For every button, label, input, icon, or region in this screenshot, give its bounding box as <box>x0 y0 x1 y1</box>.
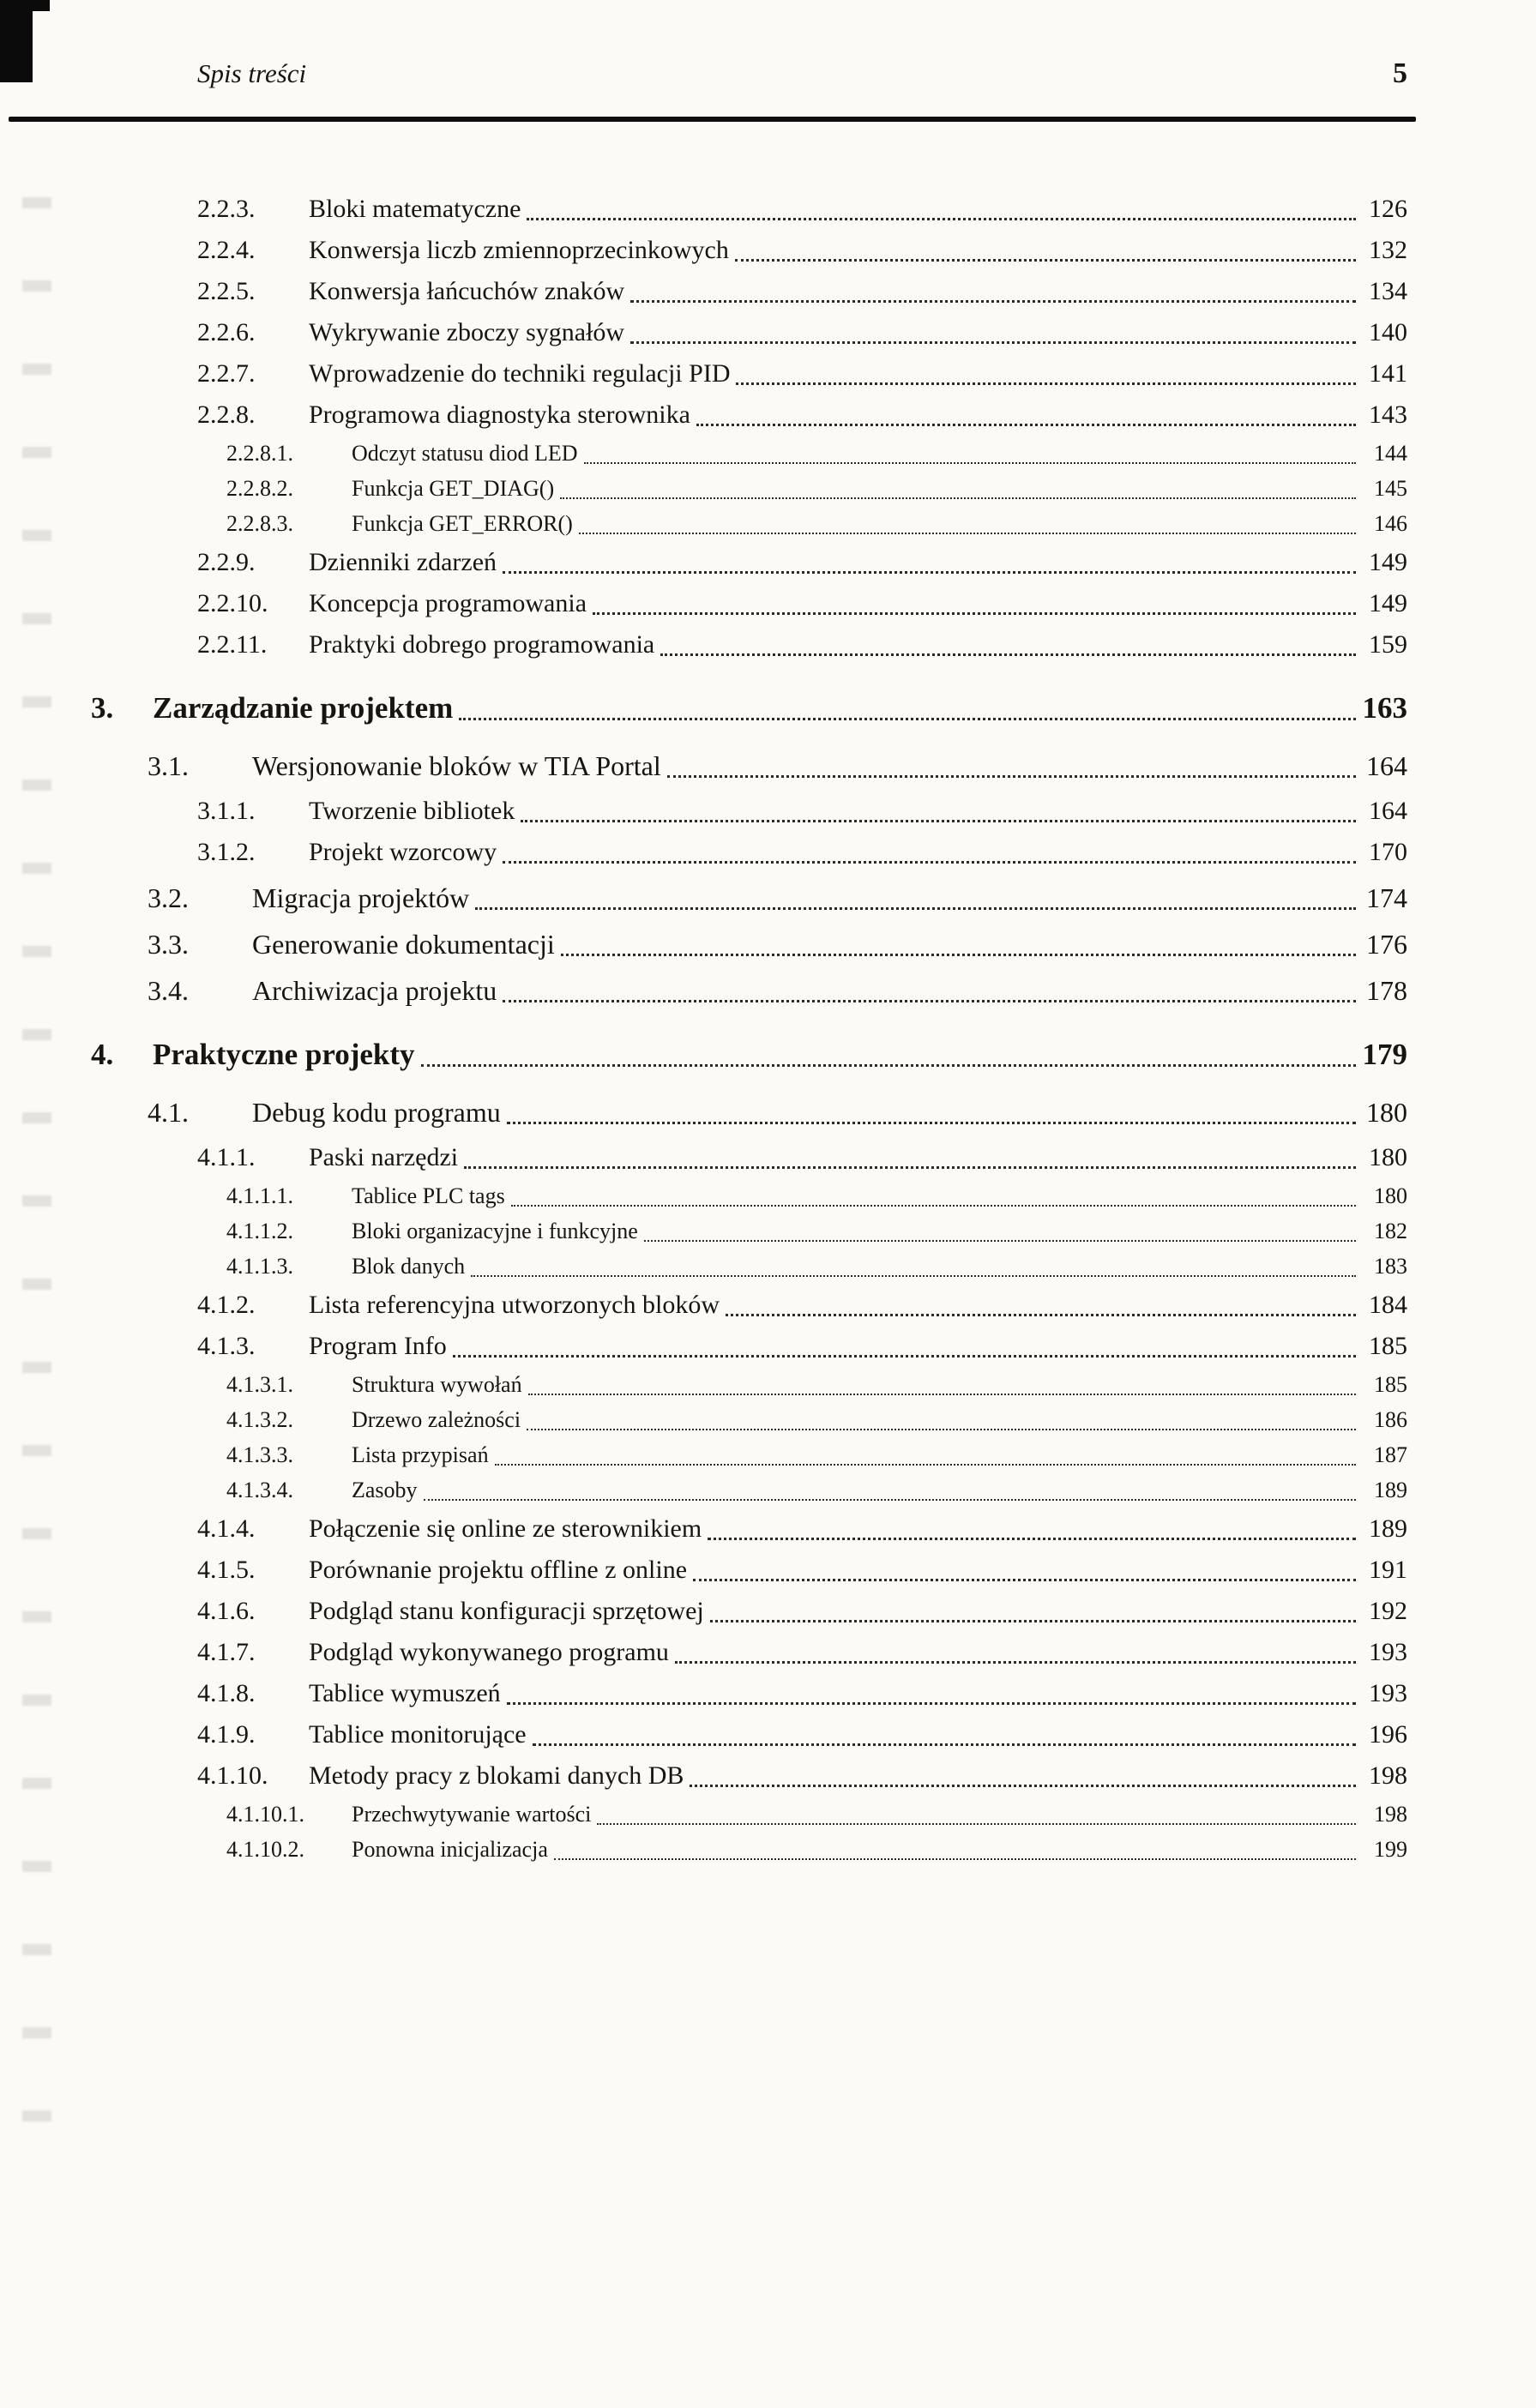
toc-entry-number: 2.2.9. <box>197 548 256 576</box>
toc-entry-title: Przechwytywanie wartości <box>352 1802 592 1827</box>
toc-entry-page: 180 <box>1366 1097 1407 1128</box>
page-header <box>0 0 1536 91</box>
toc-entry-page: 159 <box>1369 630 1407 659</box>
dot-leader <box>507 1702 1356 1705</box>
toc-entry <box>0 926 1536 962</box>
toc-entry <box>0 1594 1536 1628</box>
dot-leader <box>527 1429 1356 1430</box>
toc-entry <box>0 398 1536 432</box>
dot-leader <box>644 1240 1356 1242</box>
scan-noise-left-margin <box>22 197 51 2170</box>
toc-entry <box>0 748 1536 784</box>
toc-entry <box>0 357 1536 391</box>
toc-entry-number: 2.2.8.2. <box>226 476 293 501</box>
toc-entry-page: 179 <box>1362 1038 1407 1071</box>
dot-leader <box>597 1823 1356 1825</box>
toc-entry-number: 3. <box>91 691 114 725</box>
toc-entry-page: 189 <box>1369 1514 1407 1543</box>
toc-entry-title: Generowanie dokumentacji <box>252 929 555 960</box>
toc-entry-page: 164 <box>1366 750 1407 781</box>
toc-entry-title: Paski narzędzi <box>309 1143 459 1171</box>
dot-leader <box>511 1205 1356 1207</box>
toc-entry-title: Funkcja GET_DIAG() <box>352 476 555 501</box>
toc-entry-number: 3.4. <box>148 975 189 1006</box>
toc-entry-page: 144 <box>1374 441 1407 466</box>
toc-entry <box>0 1288 1536 1322</box>
toc-entry-title: Zasoby <box>352 1478 418 1502</box>
dot-leader <box>464 1166 1356 1169</box>
toc-entry-number: 4. <box>91 1038 114 1071</box>
toc-entry-title: Struktura wywołań <box>352 1372 522 1397</box>
toc-entry-title: Praktyczne projekty <box>153 1038 415 1071</box>
toc-entry <box>0 1553 1536 1587</box>
toc-entry-title: Programowa diagnostyka sterownika <box>309 400 690 429</box>
toc-entry-page: 198 <box>1369 1761 1407 1790</box>
toc-entry-page: 191 <box>1369 1556 1407 1584</box>
toc-entry <box>0 1036 1536 1074</box>
toc-entry <box>0 1441 1536 1470</box>
dot-leader <box>503 571 1356 574</box>
dot-leader <box>521 820 1356 822</box>
header-page-number: 5 <box>1393 57 1407 89</box>
toc-entry-title: Projekt wzorcowy <box>309 838 497 866</box>
toc-entry <box>0 835 1536 870</box>
toc-entry-page: 163 <box>1362 691 1407 725</box>
toc-entry-number: 3.2. <box>148 882 189 913</box>
dot-leader <box>690 1785 1356 1787</box>
toc-entry-number: 4.1.3.2. <box>226 1407 293 1432</box>
toc-entry-page: 193 <box>1369 1679 1407 1707</box>
toc-entry-number: 4.1.3. <box>197 1332 256 1360</box>
header-title: Spis treści <box>197 58 307 88</box>
toc-entry-title: Lista przypisań <box>352 1442 489 1467</box>
toc-entry-number: 2.2.10. <box>197 589 268 617</box>
toc-entry-title: Funkcja GET_ERROR() <box>352 511 573 536</box>
toc-entry-title: Wprowadzenie do techniki regulacji PID <box>309 359 731 388</box>
toc-entry-title: Dzienniki zdarzeń <box>309 548 497 576</box>
dot-leader <box>424 1499 1356 1501</box>
toc-entry-number: 3.3. <box>148 929 189 960</box>
toc-entry-number: 4.1.3.1. <box>226 1372 293 1397</box>
toc-entry <box>0 1217 1536 1246</box>
toc-entry-number: 4.1.1.1. <box>226 1183 293 1208</box>
toc-entry-page: 199 <box>1374 1837 1407 1862</box>
toc-entry-title: Połączenie się online ze sterownikiem <box>309 1514 702 1543</box>
toc-entry-title: Porównanie projektu offline z online <box>309 1556 688 1584</box>
toc-entry-page: 185 <box>1369 1332 1407 1360</box>
toc-entry-number: 4.1.1.2. <box>226 1219 293 1243</box>
toc-entry-page: 184 <box>1369 1291 1407 1319</box>
dot-leader <box>696 424 1356 426</box>
dot-leader <box>528 1394 1356 1395</box>
scan-artifact-corner <box>0 0 33 82</box>
toc-entry-title: Metody pracy z blokami danych DB <box>309 1761 684 1790</box>
toc-entry-number: 4.1.10.2. <box>226 1837 304 1862</box>
toc-entry-number: 3.1.2. <box>197 838 256 866</box>
dot-leader <box>560 497 1356 499</box>
toc-entry-page: 145 <box>1374 476 1407 501</box>
toc-entry-number: 4.1.9. <box>197 1720 256 1749</box>
toc-entry-number: 2.2.4. <box>197 236 256 264</box>
toc-entry-title: Koncepcja programowania <box>309 589 587 617</box>
toc-entry-title: Blok danych <box>352 1254 466 1279</box>
toc-entry-number: 4.1.3.3. <box>226 1442 293 1467</box>
toc-entry <box>0 1759 1536 1793</box>
toc-entry-page: 198 <box>1374 1802 1407 1827</box>
toc-entry-number: 3.1.1. <box>197 797 256 825</box>
toc-entry-title: Tworzenie bibliotek <box>309 797 515 825</box>
toc-entry-page: 185 <box>1374 1372 1407 1397</box>
dot-leader <box>475 907 1356 910</box>
dot-leader <box>708 1538 1356 1540</box>
dot-leader <box>507 1122 1356 1124</box>
toc-entry-page: 143 <box>1369 400 1407 429</box>
toc-entry <box>0 274 1536 309</box>
dot-leader <box>471 1275 1356 1277</box>
dot-leader <box>527 218 1356 220</box>
dot-leader <box>726 1314 1356 1316</box>
dot-leader <box>584 462 1356 464</box>
dot-leader <box>453 1355 1356 1358</box>
toc-entry-number: 2.2.6. <box>197 318 256 346</box>
toc-entry <box>0 1635 1536 1670</box>
dot-leader <box>459 718 1355 720</box>
toc-entry-page: 132 <box>1369 236 1407 264</box>
toc-entry-title: Konwersja łańcuchów znaków <box>309 277 625 305</box>
toc-entry <box>0 794 1536 828</box>
toc-entry-number: 2.2.5. <box>197 277 256 305</box>
toc-entry-number: 4.1.8. <box>197 1679 256 1707</box>
toc-entry-title: Ponowna inicjalizacja <box>352 1837 548 1862</box>
toc-entry-title: Lista referencyjna utworzonych bloków <box>309 1291 720 1319</box>
dot-leader <box>579 533 1356 534</box>
dot-leader <box>421 1064 1356 1067</box>
toc-entry-title: Bloki matematyczne <box>309 195 521 223</box>
toc-entry-page: 183 <box>1374 1254 1407 1279</box>
toc-entry-page: 126 <box>1369 195 1407 223</box>
toc-entry-page: 182 <box>1374 1219 1407 1243</box>
toc-entry-page: 164 <box>1369 797 1407 825</box>
toc-entry <box>0 1476 1536 1505</box>
toc-entry <box>0 1512 1536 1546</box>
toc-entry-title: Tablice PLC tags <box>352 1183 505 1208</box>
toc-entry-number: 2.2.8.1. <box>226 441 293 466</box>
toc-entry-title: Podgląd wykonywanego programu <box>309 1638 669 1666</box>
toc-entry-title: Program Info <box>309 1332 447 1360</box>
toc-entry-page: 189 <box>1374 1478 1407 1502</box>
toc-entry-number: 4.1.6. <box>197 1597 256 1625</box>
toc-entry-page: 193 <box>1369 1638 1407 1666</box>
toc-entry-number: 4.1.3.4. <box>226 1478 293 1502</box>
toc-entry-number: 4.1.1. <box>197 1143 256 1171</box>
toc-entry <box>0 1800 1536 1829</box>
toc-entry <box>0 1370 1536 1400</box>
toc-entry-number: 4.1.1.3. <box>226 1254 293 1279</box>
toc-entry <box>0 1835 1536 1864</box>
toc-entry-page: 187 <box>1374 1442 1407 1467</box>
toc-entry-number: 3.1. <box>148 750 189 781</box>
toc-entry-number: 2.2.3. <box>197 195 256 223</box>
toc-entry-page: 192 <box>1369 1597 1407 1625</box>
toc-entry <box>0 509 1536 539</box>
toc-entry-page: 176 <box>1366 929 1407 960</box>
toc-entry-title: Odczyt statusu diod LED <box>352 441 578 466</box>
toc-entry-page: 146 <box>1374 511 1407 536</box>
dot-leader <box>667 775 1356 778</box>
toc-entry-page: 140 <box>1369 318 1407 346</box>
toc-entry-title: Drzewo zależności <box>352 1407 521 1432</box>
toc-entry <box>0 1182 1536 1211</box>
dot-leader <box>660 653 1356 656</box>
toc-entry <box>0 1094 1536 1130</box>
toc-entry-title: Zarządzanie projektem <box>153 691 454 725</box>
toc-entry <box>0 545 1536 580</box>
dot-leader <box>710 1620 1356 1622</box>
dot-leader <box>503 1000 1356 1002</box>
toc-entry-page: 149 <box>1369 589 1407 617</box>
toc-entry-number: 4.1.10. <box>197 1761 268 1790</box>
toc-entry-title: Archiwizacja projektu <box>252 975 497 1006</box>
dot-leader <box>561 954 1356 956</box>
dot-leader <box>593 612 1356 615</box>
toc-entry <box>0 1252 1536 1281</box>
toc-entry <box>0 192 1536 226</box>
toc-entry-number: 4.1.2. <box>197 1291 256 1319</box>
dot-leader <box>554 1858 1356 1860</box>
dot-leader <box>630 341 1356 344</box>
toc-entry-page: 186 <box>1374 1407 1407 1432</box>
dot-leader <box>693 1579 1356 1581</box>
toc-entry-number: 2.2.11. <box>197 630 268 659</box>
toc-entry-number: 4.1.5. <box>197 1556 256 1584</box>
toc-entry <box>0 689 1536 727</box>
dot-leader <box>735 259 1356 262</box>
toc-entry-page: 134 <box>1369 277 1407 305</box>
toc-entry-page: 180 <box>1374 1183 1407 1208</box>
toc-entry-page: 141 <box>1369 359 1407 388</box>
toc-entry-page: 149 <box>1369 548 1407 576</box>
toc-list <box>0 122 1536 1864</box>
toc-entry-page: 174 <box>1366 882 1407 913</box>
toc-entry-title: Debug kodu programu <box>252 1097 501 1128</box>
toc-entry-number: 2.2.7. <box>197 359 256 388</box>
toc-entry <box>0 880 1536 916</box>
dot-leader <box>630 300 1356 303</box>
toc-entry-page: 196 <box>1369 1720 1407 1749</box>
toc-entry <box>0 1406 1536 1435</box>
toc-entry-page: 170 <box>1369 838 1407 866</box>
dot-leader <box>533 1743 1356 1746</box>
toc-entry <box>0 628 1536 662</box>
toc-entry-title: Tablice monitorujące <box>309 1720 527 1749</box>
toc-entry-number: 4.1.4. <box>197 1514 256 1543</box>
toc-entry <box>0 1329 1536 1364</box>
toc-entry-number: 2.2.8.3. <box>226 511 293 536</box>
toc-entry <box>0 439 1536 468</box>
toc-entry-number: 2.2.8. <box>197 400 256 429</box>
dot-leader <box>503 861 1356 864</box>
toc-entry-page: 180 <box>1369 1143 1407 1171</box>
toc-entry <box>0 316 1536 350</box>
toc-entry-title: Tablice wymuszeń <box>309 1679 501 1707</box>
toc-entry-number: 4.1. <box>148 1097 189 1128</box>
toc-entry-title: Migracja projektów <box>252 882 470 913</box>
toc-entry-title: Praktyki dobrego programowania <box>309 630 655 659</box>
scan-artifact-corner-top <box>0 0 50 11</box>
dot-leader <box>675 1661 1356 1664</box>
toc-entry-title: Bloki organizacyjne i funkcyjne <box>352 1219 638 1243</box>
toc-entry <box>0 972 1536 1008</box>
toc-entry <box>0 587 1536 621</box>
toc-entry <box>0 474 1536 503</box>
toc-entry-title: Konwersja liczb zmiennoprzecinkowych <box>309 236 729 264</box>
toc-entry-title: Podgląd stanu konfiguracji sprzętowej <box>309 1597 704 1625</box>
toc-entry-title: Wersjonowanie bloków w TIA Portal <box>252 750 661 781</box>
toc-entry-title: Wykrywanie zboczy sygnałów <box>309 318 625 346</box>
toc-entry <box>0 233 1536 268</box>
toc-entry-number: 4.1.10.1. <box>226 1802 304 1827</box>
dot-leader <box>495 1464 1356 1466</box>
toc-entry <box>0 1141 1536 1175</box>
toc-entry <box>0 1677 1536 1711</box>
toc-entry <box>0 1718 1536 1752</box>
toc-entry-page: 178 <box>1366 975 1407 1006</box>
dot-leader <box>736 382 1356 385</box>
toc-entry-number: 4.1.7. <box>197 1638 256 1666</box>
